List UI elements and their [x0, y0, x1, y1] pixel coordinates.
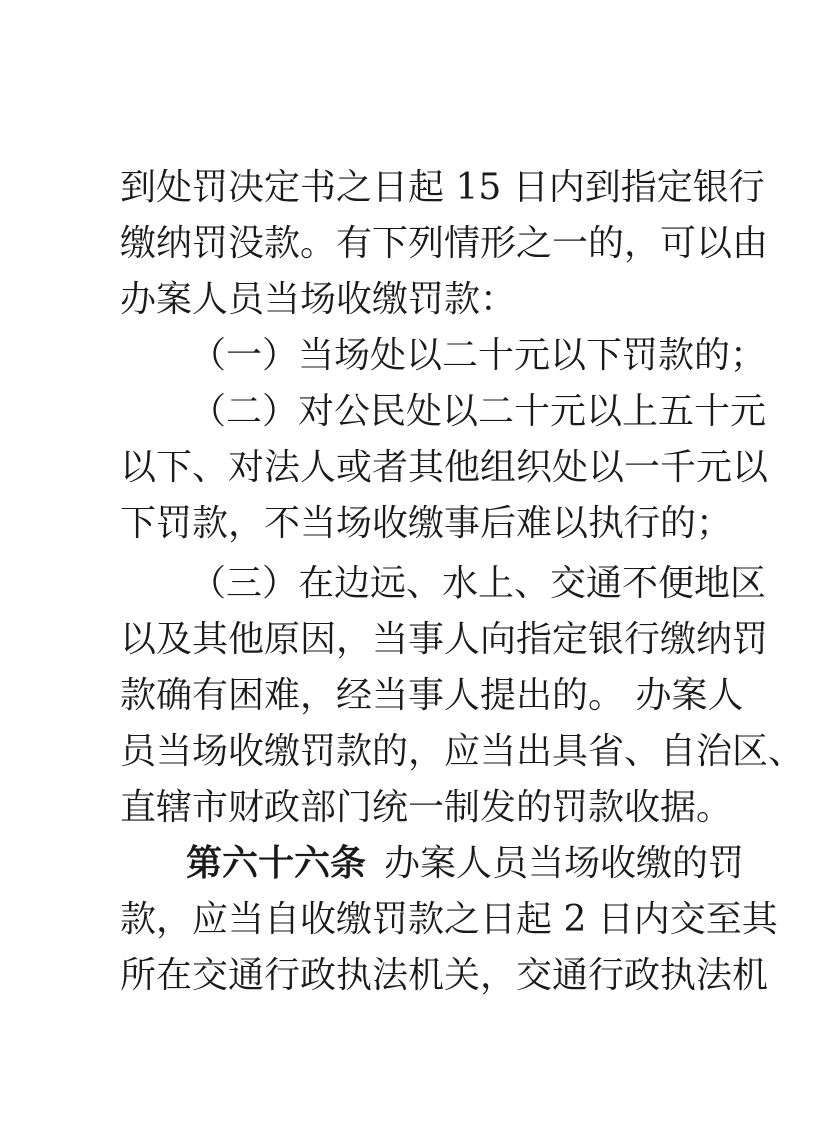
article-first-line-text: 办案人员当场收缴的罚: [384, 843, 745, 884]
text-line-9: 以及其他原因，当事人向指定银行缴纳罚: [120, 619, 769, 660]
article-line-3: 所在交通行政执法机关，交通行政执法机: [120, 955, 769, 996]
text-line-3: 办案人员当场收缴罚款：: [120, 279, 517, 320]
text-line-1: 到处罚决定书之日起 15 日内到指定银行: [120, 167, 765, 208]
list-item-1: （一）当场处以二十元以下罚款的；: [190, 335, 767, 376]
text-line-10: 款确有困难，经当事人提出的。 办案人: [120, 675, 744, 716]
article-heading: 第六十六条: [186, 843, 367, 884]
article-first-line: [186, 836, 745, 892]
list-item-3: （三）在边远、水上、交通不便地区: [190, 563, 767, 604]
list-item-2: （二）对公民处以二十元以上五十元: [190, 391, 767, 432]
text-line-6: 以下、对法人或者其他组织处以一千元以: [120, 447, 769, 488]
article-line-2: 款，应当自收缴罚款之日起 2 日内交至其: [120, 899, 778, 940]
text-line-2: 缴纳罚没款。有下列情形之一的，可以由: [120, 223, 769, 264]
text-line-7: 下罚款，不当场收缴事后难以执行的；: [120, 503, 733, 544]
text-line-11: 员当场收缴罚款的，应当出具省、自治区、: [120, 731, 805, 772]
text-line-12: 直辖市财政部门统一制发的罚款收据。: [120, 787, 733, 828]
